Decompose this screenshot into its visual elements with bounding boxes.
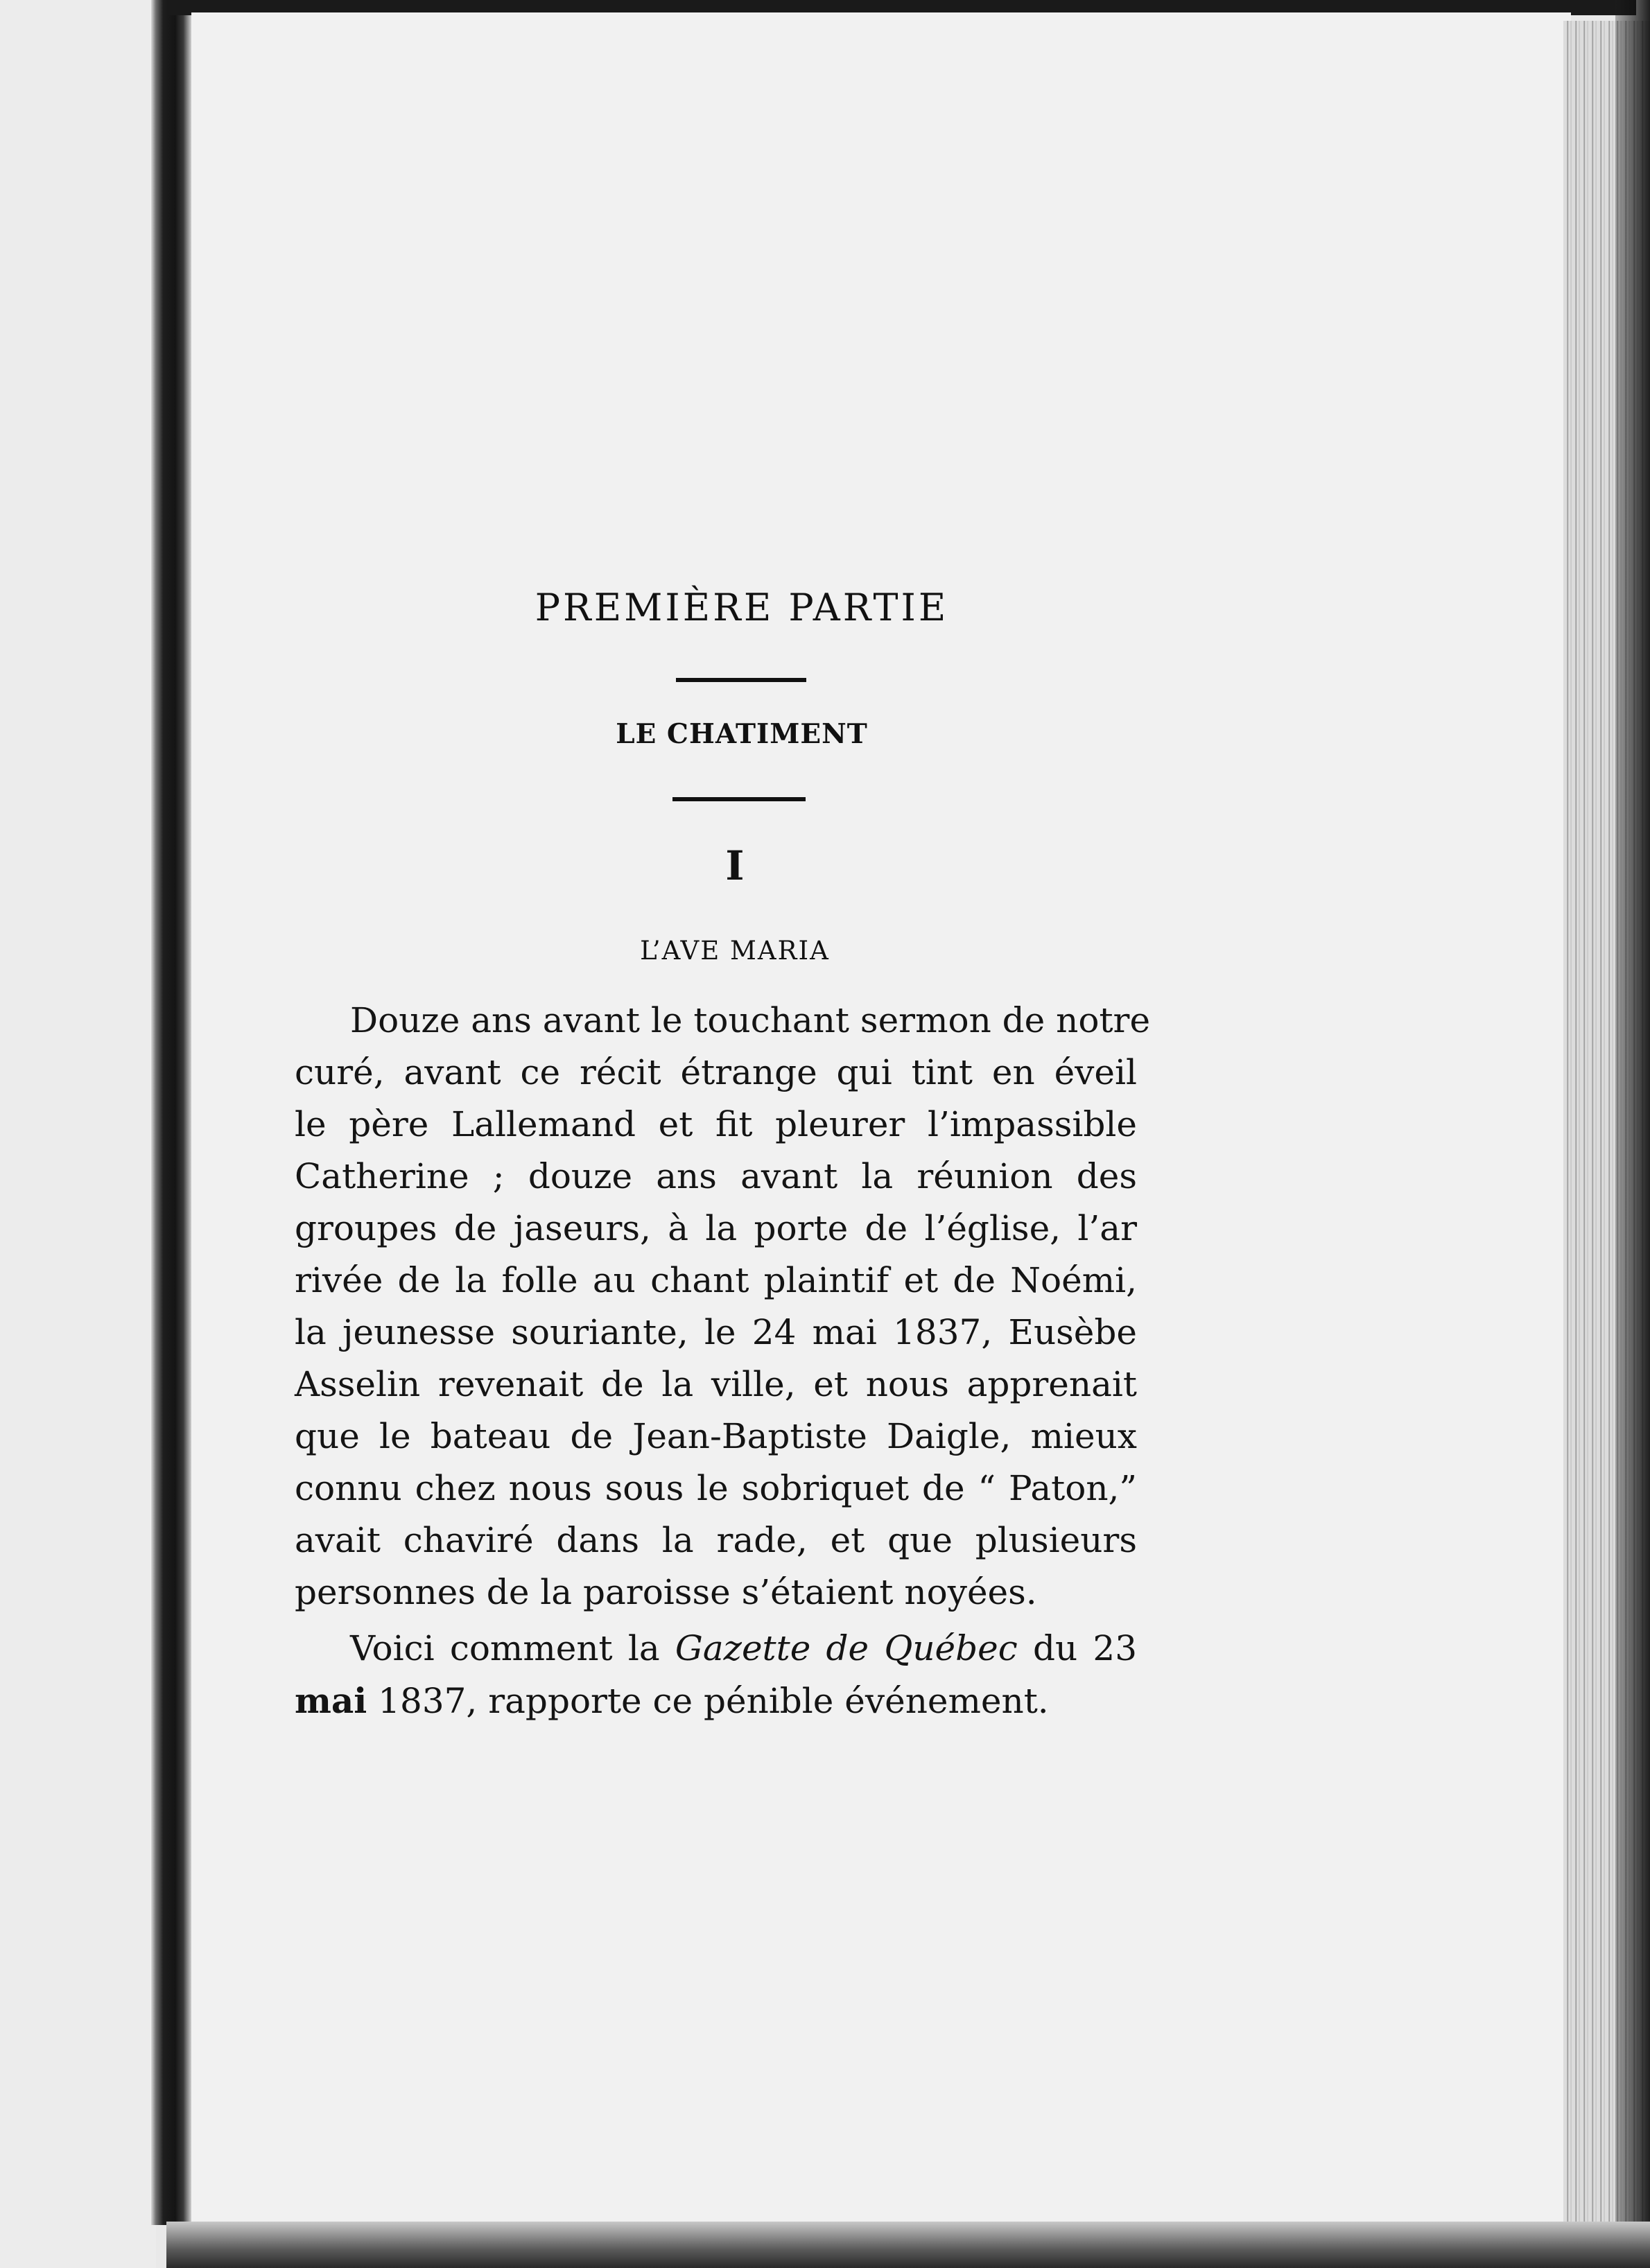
text-segment: mai bbox=[295, 1680, 367, 1721]
text-line: connu chez nous sous le sobriquet de “ Paton,” bbox=[295, 1468, 1137, 1508]
text-line bbox=[295, 1623, 1137, 1675]
text-segment: du 23 bbox=[1017, 1628, 1138, 1668]
chapter-title: L’AVE MARIA bbox=[640, 936, 830, 966]
part-title: PREMIÈRE PARTIE bbox=[535, 586, 949, 629]
text-line bbox=[295, 1675, 1137, 1727]
book-gutter bbox=[151, 0, 191, 2225]
text-line: le père Lallemand et fit pleurer l’impassible bbox=[295, 1104, 1137, 1144]
text-line: que le bateau de Jean-Baptiste Daigle, mieux bbox=[295, 1416, 1137, 1456]
text-line: Catherine ; douze ans avant la réunion des bbox=[295, 1156, 1137, 1196]
divider-rule bbox=[672, 797, 806, 801]
text-line: personnes de la paroisse s’étaient noyées. bbox=[295, 1572, 1037, 1612]
chapter-number: I bbox=[725, 842, 745, 889]
text-line: la jeunesse souriante, le 24 mai 1837, Eusèbe bbox=[295, 1312, 1137, 1352]
fore-edge-shadow bbox=[1615, 0, 1650, 2268]
text-segment: 1837, rapporte ce pénible événement. bbox=[367, 1681, 1049, 1721]
newspaper-title: Gazette de Québec bbox=[675, 1628, 1018, 1668]
text-line: rivée de la folle au chant plaintif et de Noémi, bbox=[295, 1260, 1137, 1300]
text-line: curé, avant ce récit étrange qui tint en éveil bbox=[295, 1052, 1137, 1092]
section-title: LE CHATIMENT bbox=[616, 718, 868, 750]
text-line: Asselin revenait de la ville, et nous apprenait bbox=[295, 1364, 1137, 1404]
bottom-edge-shadow bbox=[166, 2222, 1650, 2268]
text-segment: Voici comment la bbox=[350, 1628, 675, 1668]
divider-rule bbox=[676, 678, 806, 682]
text-line: avait chaviré dans la rade, et que plusieurs bbox=[295, 1520, 1137, 1560]
text-line: Douze ans avant le touchant sermon de notre bbox=[350, 1000, 1151, 1040]
body-text bbox=[295, 995, 1151, 1727]
left-page-edge bbox=[0, 0, 156, 2268]
text-line: groupes de jaseurs, à la porte de l’église, l’ar bbox=[295, 1208, 1137, 1248]
